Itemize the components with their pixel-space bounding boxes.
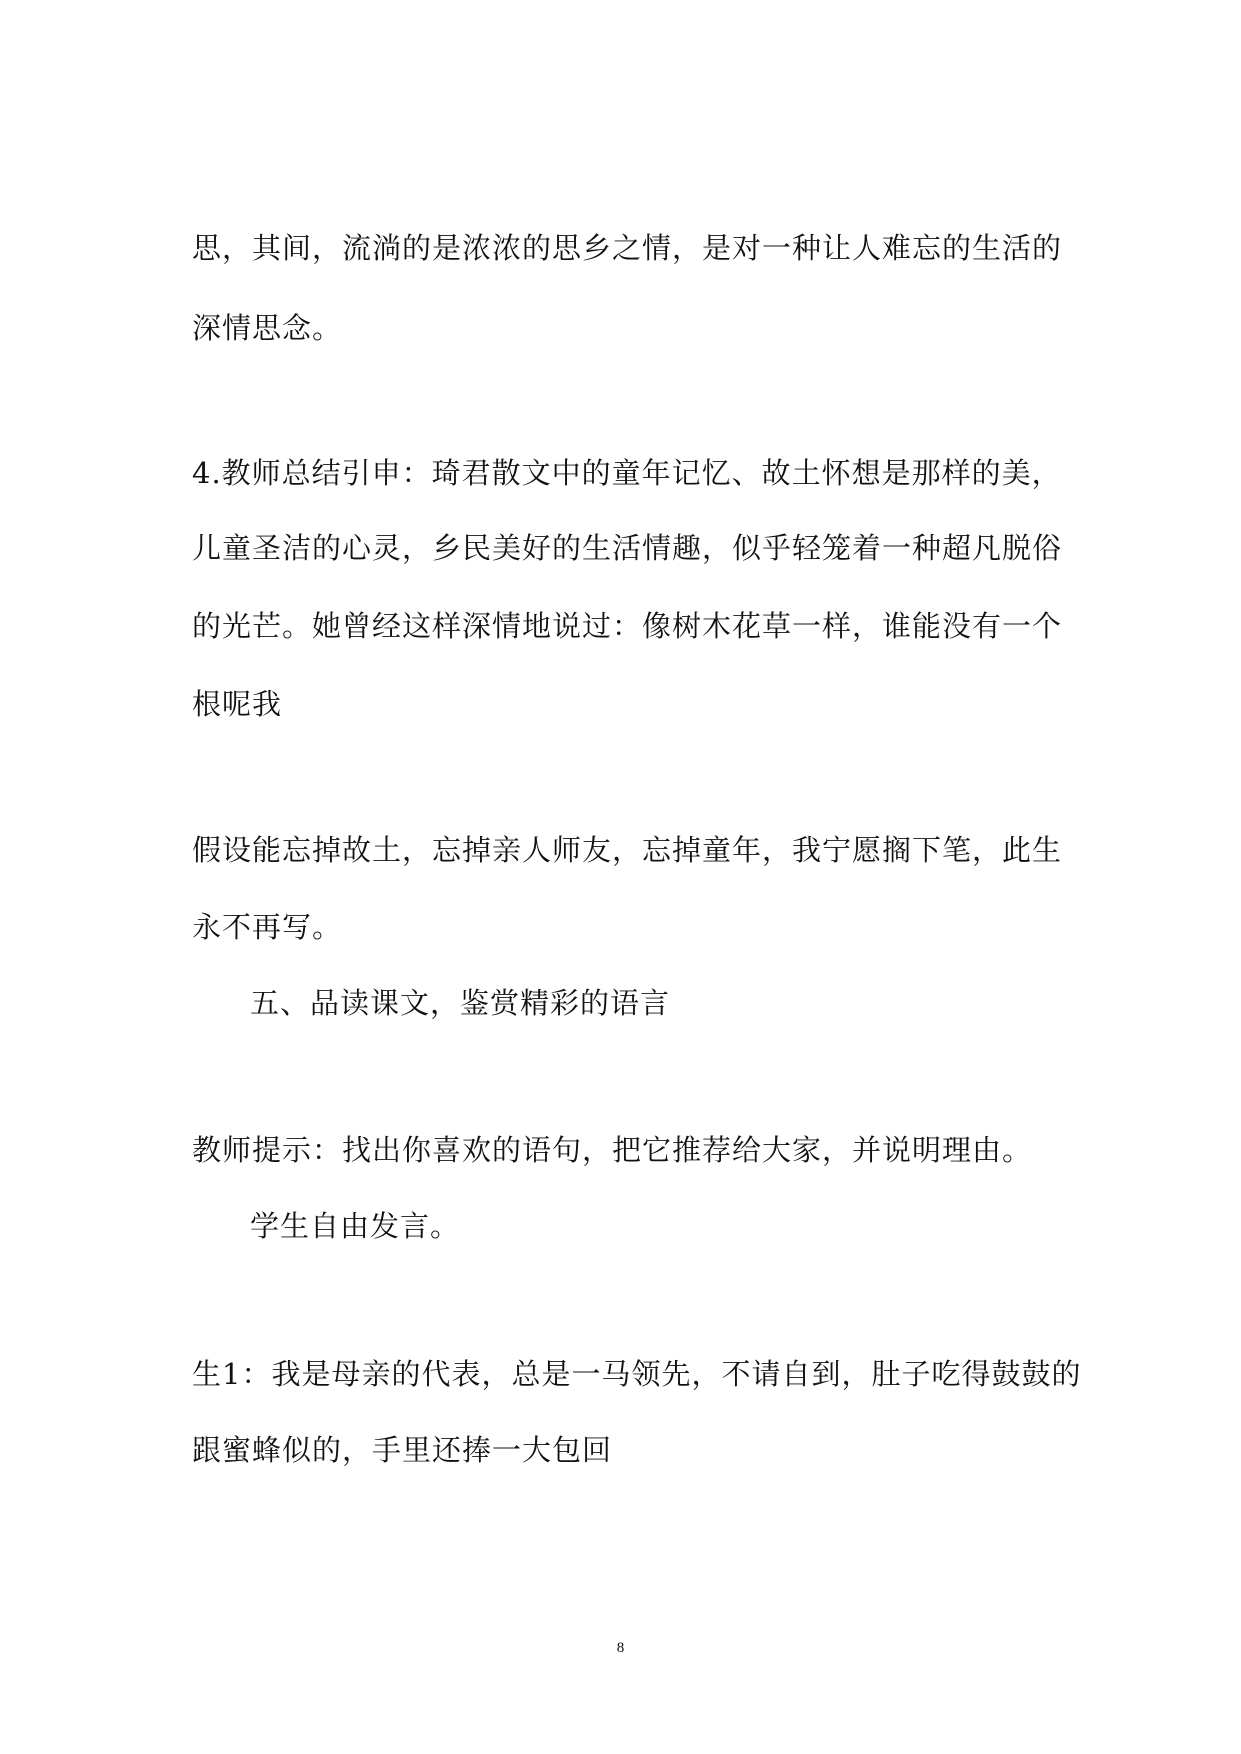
paragraph-line: 思，其间，流淌的是浓浓的思乡之情，是对一种让人难忘的生活的: [192, 231, 1063, 265]
paragraph-line: 教师提示：找出你喜欢的语句，把它推荐给大家，并说明理由。: [192, 1133, 1033, 1167]
paragraph-line: 根呢我: [192, 687, 283, 721]
section-heading: 五、品读课文，鉴赏精彩的语言: [250, 986, 671, 1020]
paragraph-line: 深情思念。: [192, 311, 343, 345]
paragraph-line: 儿童圣洁的心灵，乡民美好的生活情趣，似乎轻笼着一种超凡脱俗: [192, 531, 1063, 565]
paragraph-line: 永不再写。: [192, 910, 343, 944]
paragraph-line: 的光芒。她曾经这样深情地说过：像树木花草一样，谁能没有一个: [192, 609, 1063, 643]
page-number: 8: [616, 1640, 625, 1656]
paragraph-line: 学生自由发言。: [250, 1209, 461, 1243]
paragraph-line: 跟蜜蜂似的，手里还捧一大包回: [192, 1433, 613, 1467]
paragraph-line: 生1：我是母亲的代表，总是一马领先，不请自到，肚子吃得鼓鼓的: [192, 1357, 1082, 1391]
paragraph-line: 假设能忘掉故土，忘掉亲人师友，忘掉童年，我宁愿搁下笔，此生: [192, 833, 1063, 867]
paragraph-line: 4.教师总结引申：琦君散文中的童年记忆、故土怀想是那样的美，: [192, 456, 1062, 490]
